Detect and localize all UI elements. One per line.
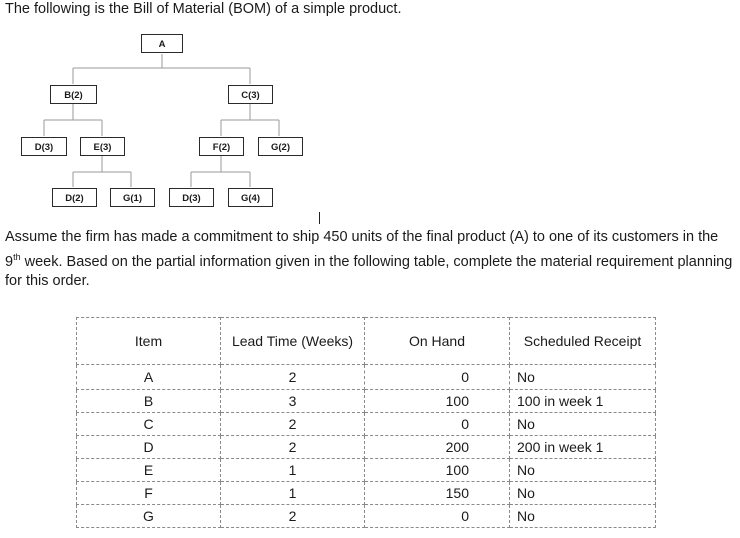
header-on-hand: On Hand (365, 318, 510, 365)
cell-on-hand: 150 (365, 482, 510, 505)
cell-lead-time: 2 (221, 413, 365, 436)
cell-item: A (77, 365, 221, 390)
table-row (77, 413, 656, 436)
cell-item: D (77, 436, 221, 459)
table-row (77, 365, 656, 390)
cell-lead-time: 2 (221, 505, 365, 528)
intro-text: The following is the Bill of Material (BOM) of a simple product. (5, 1, 402, 17)
bom-node-g-under-f: G(4) (228, 188, 273, 207)
cell-scheduled-receipt: No (510, 413, 656, 436)
table-row (77, 459, 656, 482)
bom-node-g-under-e: G(1) (110, 188, 155, 207)
bom-connectors (0, 0, 740, 215)
table-header-row (77, 318, 656, 365)
cell-scheduled-receipt: No (510, 365, 656, 390)
header-item: Item (77, 318, 221, 365)
bom-node-b: B(2) (50, 85, 97, 104)
paragraph-part-2: week. Based on the partial information given in the following table, complete the material requirement planning for this order. (5, 253, 733, 289)
table-row (77, 505, 656, 528)
bom-node-e: E(3) (80, 137, 125, 156)
cell-lead-time: 1 (221, 459, 365, 482)
cell-lead-time: 2 (221, 436, 365, 459)
cell-scheduled-receipt: No (510, 482, 656, 505)
cell-on-hand: 100 (365, 459, 510, 482)
cell-item: E (77, 459, 221, 482)
cell-on-hand: 0 (365, 505, 510, 528)
mrp-table (76, 317, 656, 528)
cell-item: C (77, 413, 221, 436)
bom-node-d-under-b: D(3) (21, 137, 67, 156)
cell-scheduled-receipt: No (510, 459, 656, 482)
header-lead-time: Lead Time (Weeks) (221, 318, 365, 365)
cell-lead-time: 2 (221, 365, 365, 390)
bom-node-a: A (141, 34, 183, 53)
cell-scheduled-receipt: No (510, 505, 656, 528)
cell-on-hand: 100 (365, 390, 510, 413)
table-row (77, 436, 656, 459)
bom-node-f: F(2) (199, 137, 244, 156)
table-row (77, 390, 656, 413)
cell-on-hand: 200 (365, 436, 510, 459)
paragraph-part-1: Assume the firm has made a commitment to ship 450 units of the final product (A) to one of its customers in the 9 (5, 229, 719, 270)
cell-lead-time: 1 (221, 482, 365, 505)
paragraph-superscript: th (13, 251, 21, 262)
cell-scheduled-receipt: 100 in week 1 (510, 390, 656, 413)
cell-item: F (77, 482, 221, 505)
cell-lead-time: 3 (221, 390, 365, 413)
bom-node-c: C(3) (228, 85, 273, 104)
table-row (77, 482, 656, 505)
problem-paragraph (5, 228, 733, 291)
cell-scheduled-receipt: 200 in week 1 (510, 436, 656, 459)
text-cursor (319, 212, 320, 224)
bom-node-d-under-f: D(3) (169, 188, 214, 207)
bom-node-d-under-e: D(2) (52, 188, 97, 207)
bom-node-g-under-c: G(2) (258, 137, 303, 156)
cell-item: G (77, 505, 221, 528)
cell-on-hand: 0 (365, 413, 510, 436)
header-scheduled-receipt: Scheduled Receipt (510, 318, 656, 365)
cell-on-hand: 0 (365, 365, 510, 390)
cell-item: B (77, 390, 221, 413)
